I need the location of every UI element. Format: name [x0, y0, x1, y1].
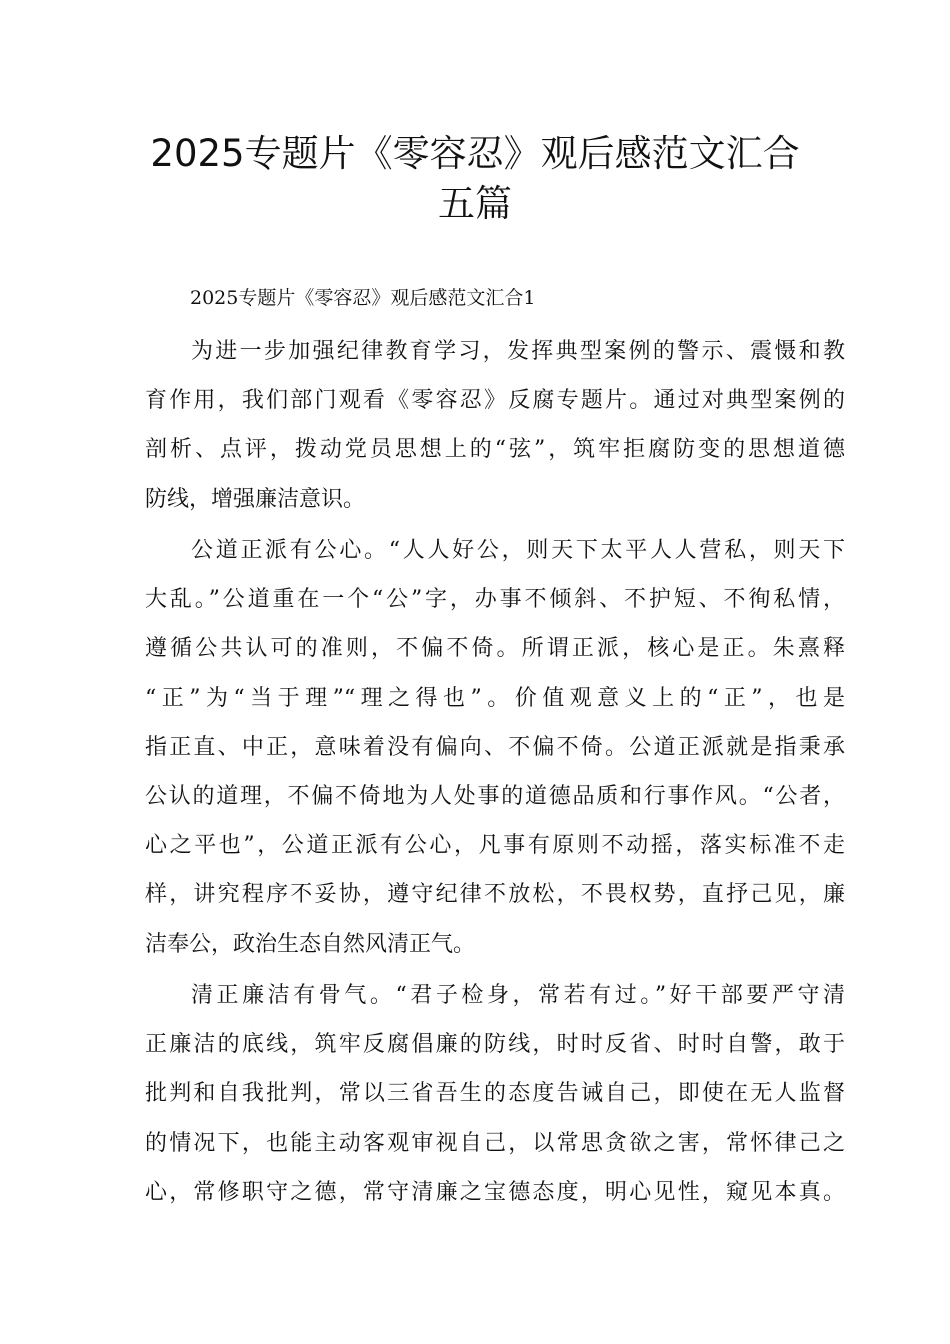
paragraph-line: 清正廉洁有骨气。“君子检身，常若有过。”好干部要严守清	[191, 983, 845, 1008]
paragraph-line: 剖析、点评，拨动党员思想上的“弦”，筑牢拒腐防变的思想道德	[145, 437, 845, 463]
paragraph-line: 大乱。”公道重在一个“公”字，办事不倾斜、不护短、不徇私情，	[145, 587, 845, 613]
section-heading: 2025专题片《零容忍》观后感范文汇合1	[190, 287, 536, 309]
paragraph-line: 正廉洁的底线，筑牢反腐倡廉的防线，时时反省、时时自警，敢于	[145, 1032, 845, 1058]
paragraph-line: 洁奉公，政治生态自然风清正气。	[145, 931, 476, 957]
paragraph-line: 的情况下，也能主动客观审视自己，以常思贪欲之害，常怀律己之	[145, 1130, 845, 1156]
paragraph-line: 育作用，我们部门观看《零容忍》反腐专题片。通过对典型案例的	[145, 388, 845, 414]
paragraph-line: 心之平也”，公道正派有公心，凡事有原则不动摇，落实标准不走	[145, 833, 845, 859]
paragraph-line: 防线，增强廉洁意识。	[145, 486, 366, 512]
paragraph-line: 样，讲究程序不妥协，遵守纪律不放松，不畏权势，直抒己见，廉	[145, 882, 845, 908]
paragraph-3	[145, 971, 845, 1217]
paragraph-line: 批判和自我批判，常以三省吾生的态度告诫自己，即使在无人监督	[145, 1081, 845, 1107]
paragraph-line: 心，常修职守之德，常守清廉之宝德态度，明心见性，窥见本真。	[145, 1179, 845, 1205]
paragraph-line: 遵循公共认可的准则，不偏不倚。所谓正派，核心是正。朱熹释	[145, 636, 845, 662]
paragraph-1	[145, 327, 845, 524]
document-title-line-2: 五篇	[438, 182, 512, 225]
paragraph-2	[145, 526, 845, 969]
document-title-line-1: 2025专题片《零容忍》观后感范文汇合	[150, 132, 800, 175]
paragraph-line: 为进一步加强纪律教育学习，发挥典型案例的警示、震慑和教	[191, 339, 845, 364]
paragraph-line: “正”为“当于理”“理之得也”。价值观意义上的“正”，也是	[145, 685, 845, 711]
paragraph-line: 公道正派有公心。“人人好公，则天下太平人人营私，则天下	[191, 538, 845, 563]
paragraph-line: 公认的道理，不偏不倚地为人处事的道德品质和行事作风。“公者，	[145, 783, 845, 809]
paragraph-line: 指正直、中正，意味着没有偏向、不偏不倚。公道正派就是指秉承	[145, 734, 845, 760]
